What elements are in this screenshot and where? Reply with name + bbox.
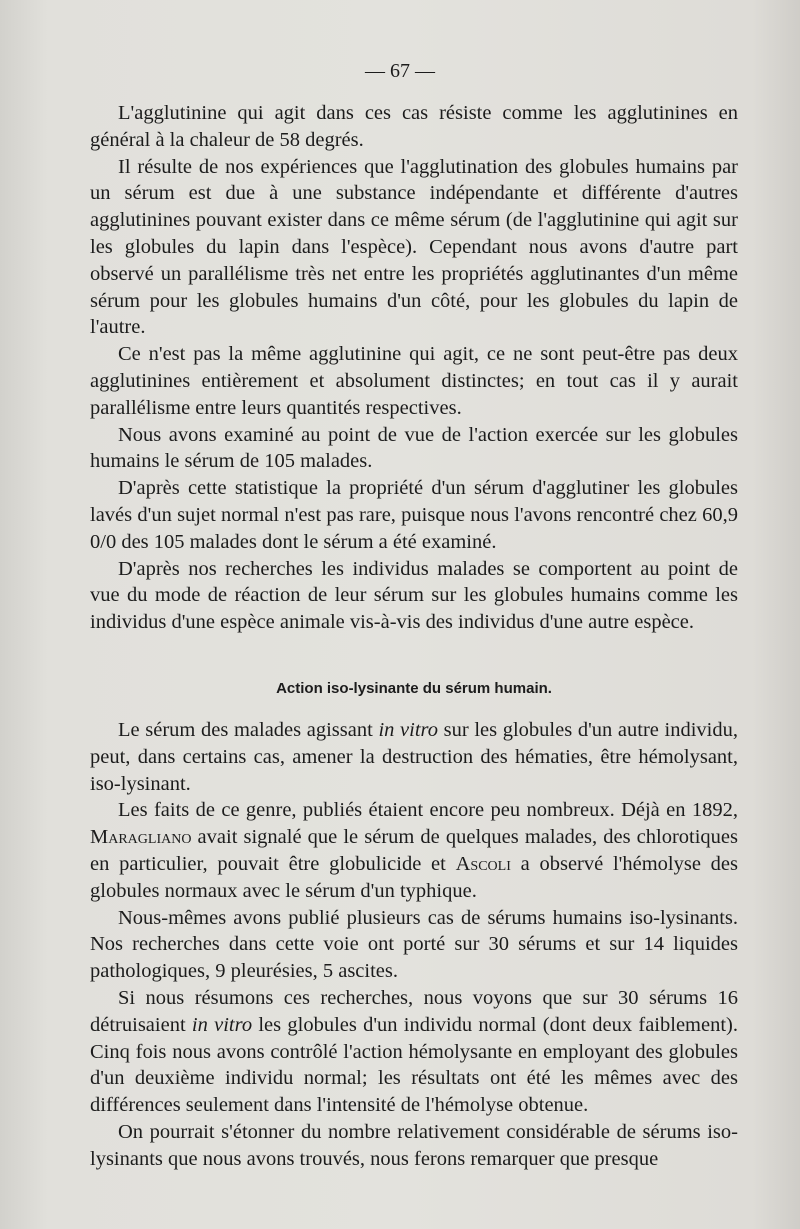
paragraph-10-text-b: les globules d'un individu normal (dont deux faiblement). Cinq fois nous avons contrôlé l'action hémolysante en employant des globules d'un deuxième individu normal; les résultats ont été les mêmes avec des différences seulement dans l'intensité de l'hémolyse obtenue. — [90, 1013, 738, 1117]
paragraph-6: D'après nos recherches les individus malades se comportent au point de vue du mode de réaction de leur sérum sur les globules humains comme les individus d'une espèce animale vis-à-vis des individus d'une autre espèce. — [90, 557, 738, 634]
section-title: Action iso-lysinante du sérum humain. — [276, 679, 552, 697]
paragraph-11: On pourrait s'étonner du nombre relativement considérable de sérums iso-lysinants que nous avons trouvés, nous ferons remarquer que presque — [90, 1120, 738, 1170]
paragraph-1: L'agglutinine qui agit dans ces cas résiste comme les agglutinines en général à la chaleur de 58 degrés. — [90, 102, 738, 151]
page-number: — 67 — — [365, 60, 435, 82]
paragraph-10-text-a: Si nous résumons ces recherches, nous voyons que sur 30 sérums 16 détruisaient — [90, 986, 738, 1036]
paragraph-7-italic: in vitro — [378, 718, 438, 741]
paragraph-3: Ce n'est pas la même agglutinine qui agit, ce ne sont peut-être pas deux agglutinines entièrement et absolument distinctes; en tout cas il y aurait parallélisme entre leurs quantités respectives. — [90, 343, 738, 419]
author-maragliano: Maragliano — [90, 826, 192, 849]
paragraph-8-text-b: avait signalé que le sérum de quelques malades, des chlorotiques en particulier, pouvait être globulicide et — [90, 826, 738, 875]
paragraph-10-italic: in vitro — [191, 1013, 253, 1036]
paragraph-10 — [90, 985, 738, 1119]
paragraph-7 — [90, 717, 738, 797]
paragraph-7-text-a: Le sérum des malades agissant — [118, 718, 379, 741]
paragraph-8-text-a: Les faits de ce genre, publiés étaient encore peu nombreux. Déjà en 1892, — [118, 799, 738, 822]
paragraph-2: Il résulte de nos expériences que l'agglutination des globules humains par un sérum est due à une substance indépendante et différente d'autres agglutinines pouvant exister dans ce même sérum (de l'agglutinine qui agit sur les globules du lapin dans l'espèce). Cependant nous avons d'autre part observé un parallélisme très net entre les propriétés agglutinantes d'un même sérum pour les globules humains d'un côté, pour les globules du lapin de l'autre. — [90, 155, 738, 339]
body-text — [90, 100, 738, 1172]
paragraph-8 — [90, 797, 738, 904]
paragraph-7-text-b: sur les globules d'un autre individu, peut, dans certains cas, amener la destruction des hématies, être hémolysant, iso-lysinant. — [90, 718, 738, 795]
paragraph-5: D'après cette statistique la propriété d'un sérum d'agglutiner les globules lavés d'un sujet normal n'est pas rare, puisque nous l'avons rencontré chez 60,9 0/0 des 105 malades dont le sérum a été examiné. — [90, 477, 738, 553]
paragraph-9: Nous-mêmes avons publié plusieurs cas de sérums humains iso-lysinants. Nos recherches dans cette voie ont porté sur 30 sérums et sur 14 liquides pathologiques, 9 pleurésies, 5 ascites. — [90, 906, 738, 983]
paragraph-8-text-c: a observé l'hémolyse des globules normaux avec le sérum d'un typhique. — [90, 852, 738, 902]
paragraph-4: Nous avons examiné au point de vue de l'action exercée sur les globules humains le sérum de 105 malades. — [90, 423, 738, 473]
author-ascoli: Ascoli — [455, 852, 511, 875]
